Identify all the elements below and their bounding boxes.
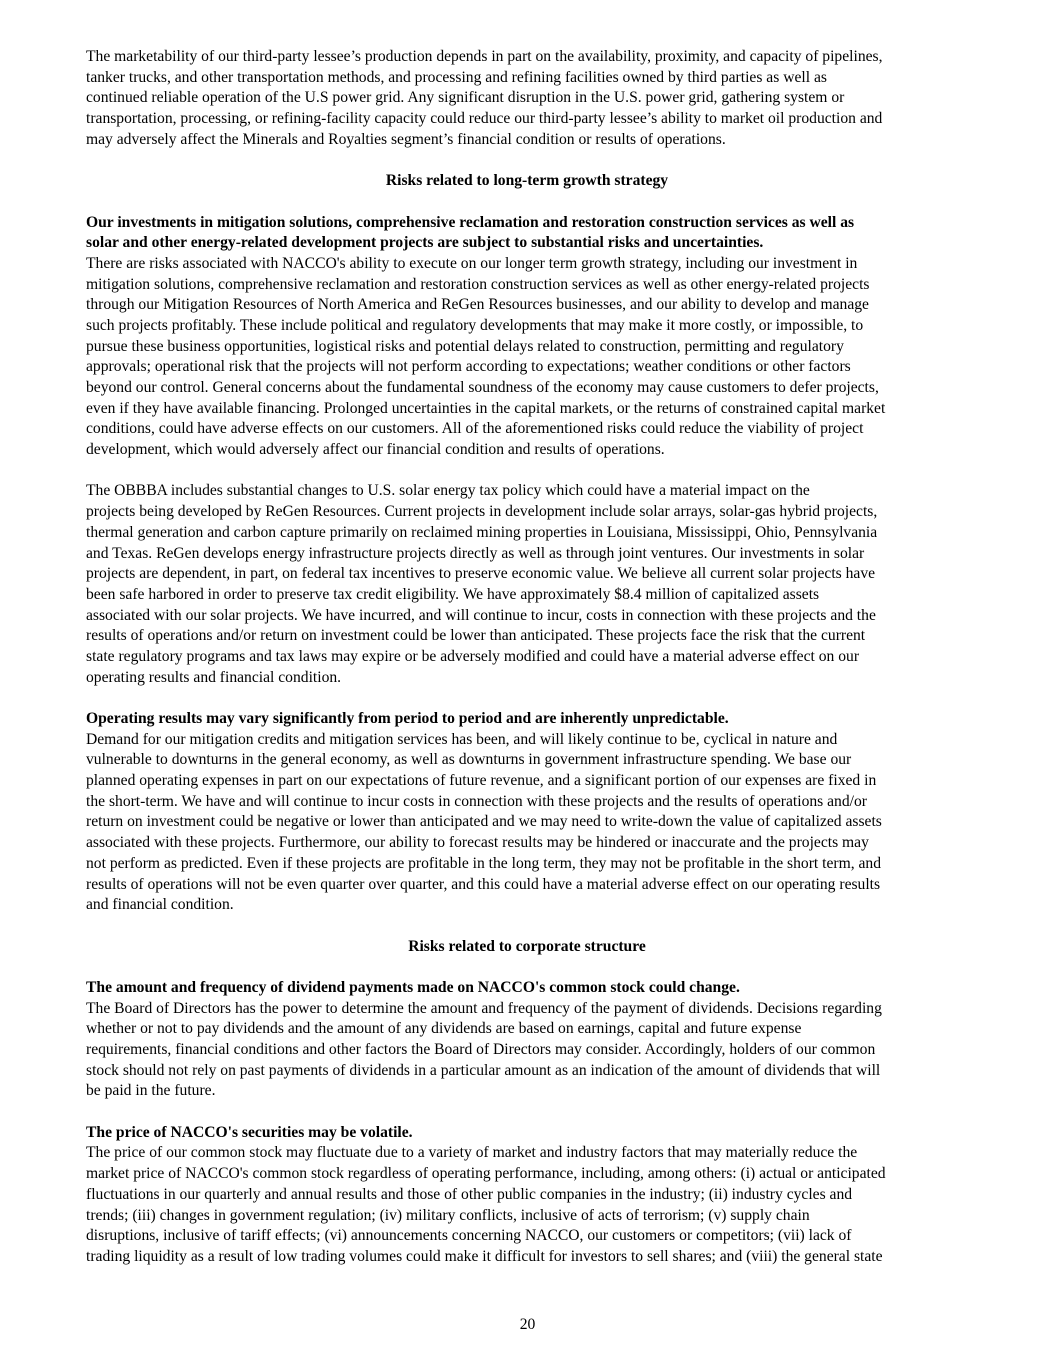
text-line: trading liquidity as a result of low trading volumes could make it difficult for investors to sell shares; and (viii) the general state <box>86 1247 883 1265</box>
text-line: not perform as predicted. Even if these projects are profitable in the long term, they may not be profitable in the short term, and <box>86 854 882 872</box>
section-heading-corporate-structure: Risks related to corporate structure <box>408 937 646 955</box>
text-line: been safe harbored in order to preserve tax credit eligibility. We have approximately $8.4 million of capitalized assets <box>86 585 820 603</box>
text-line: conditions, could have adverse effects on our customers. All of the aforementioned risks could reduce the viability of project <box>86 420 864 438</box>
text-line: the short-term. We have and will continue to incur costs in connection with these projects and the results of operations and/or <box>86 792 867 810</box>
text-line: be paid in the future. <box>86 1082 216 1100</box>
text-line: beyond our control. General concerns about the fundamental soundness of the economy may cause customers to defer projects, <box>86 379 879 396</box>
text-line: The marketability of our third-party lessee’s production depends in part on the availability, proximity, and capacity of pipelines, <box>86 48 883 65</box>
text-line: Demand for our mitigation credits and mitigation services has been, and will likely continue to be, cyclical in nature and <box>86 730 838 748</box>
text-line: associated with these projects. Furthermore, our ability to forecast results may be hindered or inaccurate and the projects may <box>86 834 869 852</box>
text-line: pursue these business opportunities, logistical risks and potential delays related to construction, permitting and regulatory <box>86 337 844 355</box>
text-line: approvals; operational risk that the projects will not perform according to expectations; weather conditions or other factors <box>86 358 851 376</box>
paragraph-operating-results <box>86 730 976 916</box>
risk-title-price-volatility: The price of NACCO's securities may be volatile. <box>86 1123 413 1141</box>
text-line: There are risks associated with NACCO's ability to execute on our longer term growth strategy, including our investment in <box>86 254 858 272</box>
paragraph-price-volatility <box>86 1143 976 1267</box>
text-line: stock should not rely on past payments of dividends in a particular amount as an indication of the amount of dividends that will <box>86 1061 881 1079</box>
text-line: projects are dependent, in part, on federal tax incentives to preserve economic value. We believe all current solar projects have <box>86 565 876 583</box>
text-line: requirements, financial conditions and other factors the Board of Directors may consider. Accordingly, holders of our common <box>86 1041 876 1058</box>
text-line: through our Mitigation Resources of North America and ReGen Resources businesses, and our ability to develop and manage <box>86 296 869 314</box>
text-line: may adversely affect the Minerals and Royalties segment’s financial condition or results of operations. <box>86 130 726 148</box>
text-line: fluctuations in our quarterly and annual results and those of other public companies in the industry; (ii) industry cycles and <box>86 1185 853 1203</box>
text-line: mitigation solutions, comprehensive reclamation and restoration construction services as well as other energy-related projects <box>86 275 870 293</box>
risk-title-dividends: The amount and frequency of dividend payments made on NACCO's common stock could change. <box>86 978 740 996</box>
text-line: The price of our common stock may fluctuate due to a variety of market and industry factors that may materially reduce the <box>86 1144 858 1162</box>
page-number: 20 <box>519 1316 536 1333</box>
text-line: transportation, processing, or refining-facility capacity could reduce our third-party lessee’s ability to market oil production and <box>86 110 883 128</box>
paragraph-dividends <box>86 999 976 1102</box>
text-line: market price of NACCO's common stock regardless of operating performance, including, among others: (i) actual or anticipated <box>86 1165 886 1183</box>
text-line: and financial condition. <box>86 896 234 914</box>
section-heading-growth-strategy: Risks related to long-term growth strategy <box>385 172 669 190</box>
text-line: Our investments in mitigation solutions, comprehensive reclamation and restoration construction services as well as <box>86 213 855 231</box>
text-line: trends; (iii) changes in government regulation; (iv) military conflicts, inclusive of acts of terrorism; (v) supply chain <box>86 1206 810 1224</box>
risk-title-operating-results: Operating results may vary significantly from period to period and are inherently unpredictable. <box>86 710 729 727</box>
paragraph-obbba <box>86 481 976 688</box>
document-page <box>86 47 976 1268</box>
text-line: such projects profitably. These include political and regulatory developments that may make it more costly, or impossible, to <box>86 316 864 334</box>
text-line: whether or not to pay dividends and the amount of any dividends are based on earnings, capital and future expense <box>86 1020 802 1038</box>
text-line: The Board of Directors has the power to determine the amount and frequency of the payment of dividends. Decisions regarding <box>86 999 882 1017</box>
text-line: development, which would adversely affect our financial condition and results of operations. <box>86 441 665 459</box>
paragraph-transportation-risk <box>86 47 976 150</box>
text-line: vulnerable to downturns in the general economy, as well as downturns in government infrastructure spending. We base our <box>86 751 852 769</box>
text-line: continued reliable operation of the U.S power grid. Any significant disruption in the U.S. power grid, gathering system or <box>86 89 845 107</box>
text-line: associated with our solar projects. We have incurred, and will continue to incur, costs in connection with these projects and the <box>86 606 876 624</box>
text-line: thermal generation and carbon capture primarily on reclaimed mining properties in Louisiana, Mississippi, Ohio, Pennsylvania <box>86 523 878 541</box>
text-line: disruptions, inclusive of tariff effects; (vi) announcements concerning NACCO, our customers or competitors; (vii) lack of <box>86 1227 852 1245</box>
paragraph-investments-risk <box>86 254 976 461</box>
text-line: tanker trucks, and other transportation methods, and processing and refining facilities owned by third parties as well as <box>86 68 827 86</box>
text-line: state regulatory programs and tax laws may expire or be adversely modified and could have a material adverse effect on our <box>86 647 860 665</box>
text-line: operating results and financial condition. <box>86 668 342 686</box>
text-line: and Texas. ReGen develops energy infrastructure projects directly as well as through joint ventures. Our investments in solar <box>86 544 865 562</box>
text-line: results of operations and/or return on investment could be lower than anticipated. These projects face the risk that the current <box>86 627 866 645</box>
text-line: The OBBBA includes substantial changes to U.S. solar energy tax policy which could have a material impact on the <box>86 482 810 500</box>
text-line: results of operations will not be even quarter over quarter, and this could have a material adverse effect on our operating results <box>86 875 881 893</box>
risk-title-investments <box>86 213 976 254</box>
text-line: projects being developed by ReGen Resources. Current projects in development include solar arrays, solar-gas hybrid projects, <box>86 503 878 521</box>
text-line: planned operating expenses in part on our expectations of future revenue, and a significant portion of our expenses are fixed in <box>86 772 877 790</box>
text-line: even if they have available financing. Prolonged uncertainties in the capital markets, or the returns of constrained capital market <box>86 399 886 417</box>
text-line: return on investment could be negative or lower than anticipated and we may need to write-down the value of capitalized assets <box>86 813 882 831</box>
text-line: solar and other energy-related development projects are subject to substantial risks and uncertainties. <box>86 234 764 252</box>
